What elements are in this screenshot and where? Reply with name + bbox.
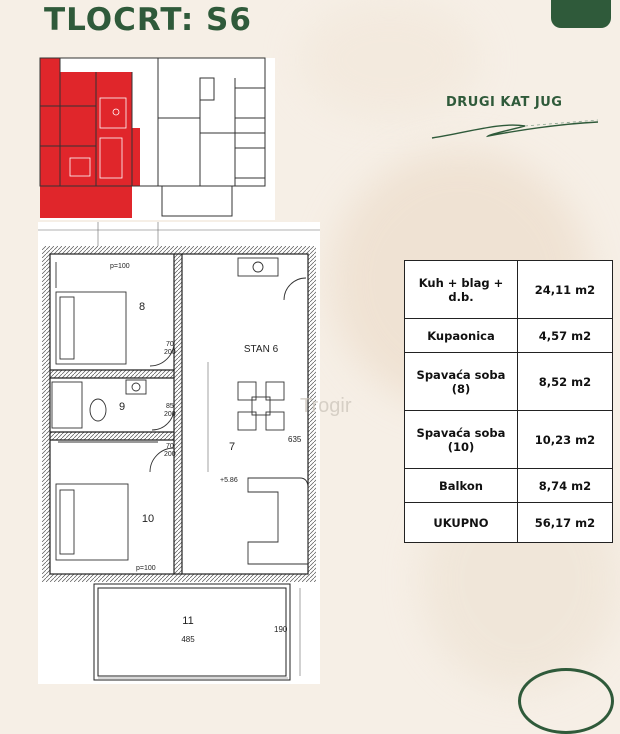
- door-height: 200: [164, 349, 176, 356]
- room-area: 4,57 m2: [517, 319, 612, 353]
- room-number: 11: [182, 615, 194, 627]
- key-plan: [40, 58, 275, 220]
- table-row: [405, 353, 613, 411]
- table-row: [405, 261, 613, 319]
- room-area: 10,23 m2: [517, 411, 612, 469]
- room-area: 24,11 m2: [517, 261, 612, 319]
- table-row: [405, 503, 613, 543]
- brand-logo-corner: [551, 0, 611, 28]
- page-title: TLOCRT: S6: [44, 2, 252, 38]
- unit-label: STAN 6: [243, 344, 279, 355]
- door-height: 200: [164, 411, 176, 418]
- room-name: Kupaonica: [405, 319, 518, 353]
- table-row: [405, 319, 613, 353]
- level-mark: +5.86: [220, 477, 238, 484]
- room-name: Kuh + blag + d.b.: [405, 261, 518, 319]
- parapet-label: p=100: [110, 263, 130, 270]
- door-width: 70: [166, 443, 174, 450]
- room-number: 7: [228, 441, 236, 453]
- watermark: Trogir: [300, 395, 352, 417]
- room-name: Spavaća soba (10): [405, 411, 518, 469]
- table-row: [405, 469, 613, 503]
- dimension-label: 635: [288, 435, 302, 444]
- signature-flourish: [430, 112, 600, 142]
- dimension-label: 485: [181, 635, 195, 644]
- table-row: [405, 411, 613, 469]
- area-table: [404, 260, 613, 543]
- total-label: UKUPNO: [405, 503, 518, 543]
- door-width: 85: [166, 403, 174, 410]
- room-area: 8,74 m2: [517, 469, 612, 503]
- total-area: 56,17 m2: [517, 503, 612, 543]
- floor-plan: [38, 222, 352, 684]
- floor-subtitle: DRUGI KAT JUG: [446, 95, 563, 110]
- room-area: 8,52 m2: [517, 353, 612, 411]
- door-width: 70: [166, 341, 174, 348]
- room-number: 10: [141, 513, 155, 525]
- room-name: Balkon: [405, 469, 518, 503]
- parapet-label: p=100: [136, 565, 156, 572]
- dimension-label: 190: [274, 625, 288, 634]
- door-height: 200: [164, 451, 176, 458]
- brand-logo-bottom: [518, 668, 614, 734]
- room-name: Spavaća soba (8): [405, 353, 518, 411]
- room-number: 8: [138, 301, 146, 313]
- room-number: 9: [118, 401, 126, 413]
